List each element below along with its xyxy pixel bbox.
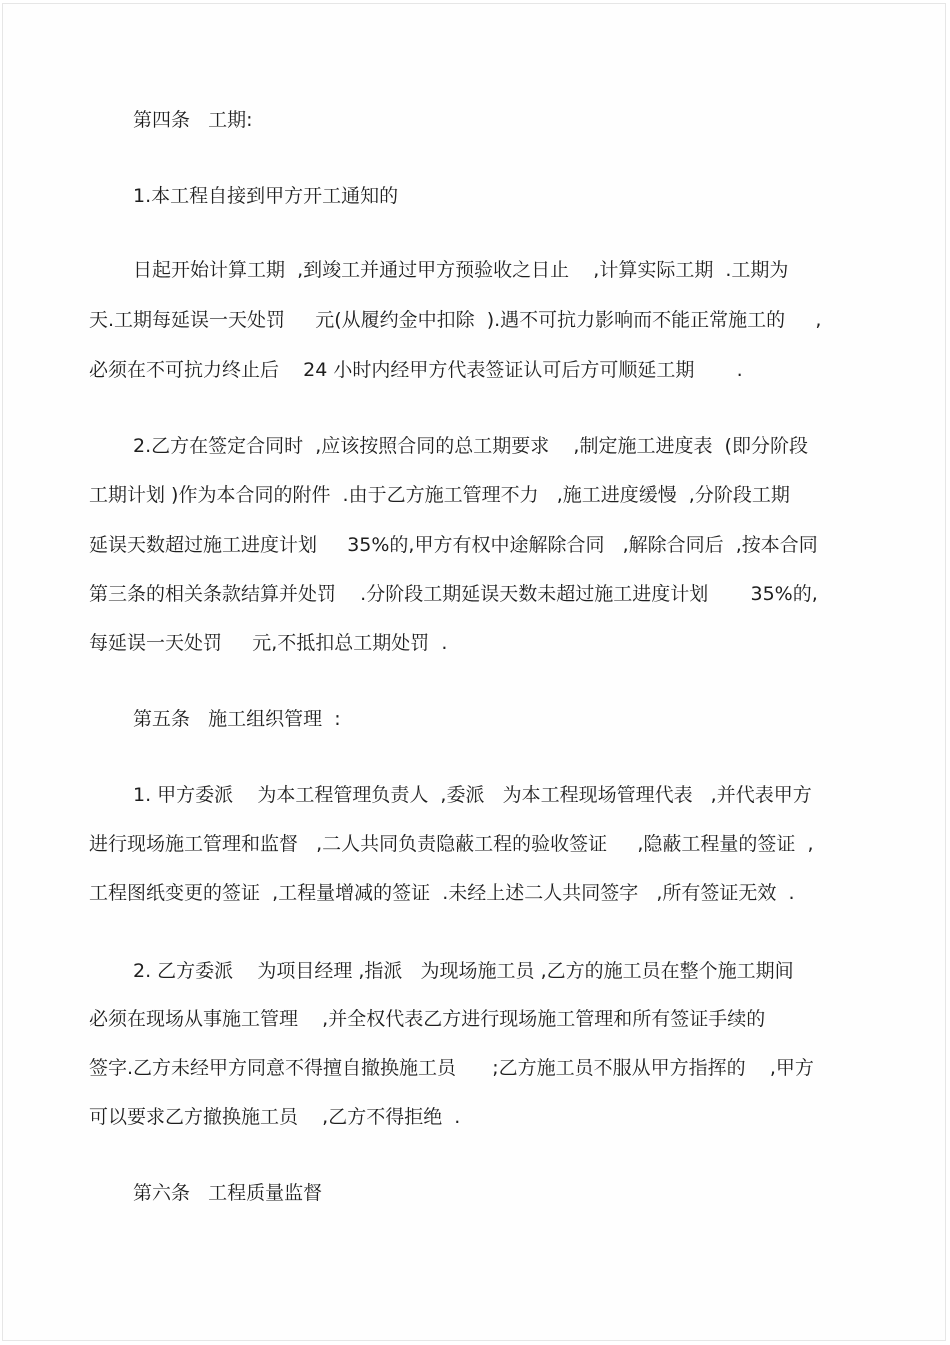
paragraph-line: 第三条的相关条款结算并处罚 .分阶段工期延误天数未超过施工进度计划 35%的, bbox=[89, 583, 818, 605]
paragraph-line: 2. 乙方委派 为项目经理 ,指派 为现场施工员 ,乙方的施工员在整个施工期间 bbox=[133, 960, 794, 982]
paragraph-line: 必须在现场从事施工管理 ,并全权代表乙方进行现场施工管理和所有签证手续的 bbox=[89, 1008, 766, 1030]
paragraph-line: 可以要求乙方撤换施工员 ,乙方不得拒绝 . bbox=[89, 1106, 461, 1128]
paragraph-line: 日起开始计算工期 ,到竣工并通过甲方预验收之日止 ,计算实际工期 .工期为 bbox=[133, 259, 789, 281]
paragraph-line: 每延误一天处罚 元,不抵扣总工期处罚 . bbox=[89, 632, 448, 654]
paragraph-line: 进行现场施工管理和监督 ,二人共同负责隐蔽工程的验收签证 ,隐蔽工程量的签证 , bbox=[89, 833, 814, 855]
document-page bbox=[2, 3, 946, 1341]
article-4-heading: 第四条 工期: bbox=[133, 109, 253, 131]
paragraph-line: 工期计划 )作为本合同的附件 .由于乙方施工管理不力 ,施工进度缓慢 ,分阶段工期 bbox=[89, 484, 790, 506]
paragraph-line: 天.工期每延误一天处罚 元(从履约金中扣除 ).遇不可抗力影响而不能正常施工的 , bbox=[89, 309, 822, 331]
paragraph-line: 1. 甲方委派 为本工程管理负责人 ,委派 为本工程现场管理代表 ,并代表甲方 bbox=[133, 784, 812, 806]
article-5-heading: 第五条 施工组织管理 : bbox=[133, 708, 341, 730]
paragraph-line: 工程图纸变更的签证 ,工程量增减的签证 .未经上述二人共同签字 ,所有签证无效 . bbox=[89, 882, 795, 904]
paragraph-line: 延误天数超过施工进度计划 35%的,甲方有权中途解除合同 ,解除合同后 ,按本合同 bbox=[89, 534, 818, 556]
paragraph-line: 签字.乙方未经甲方同意不得擅自撤换施工员 ;乙方施工员不服从甲方指挥的 ,甲方 bbox=[89, 1057, 814, 1079]
paragraph-line: 2.乙方在签定合同时 ,应该按照合同的总工期要求 ,制定施工进度表 (即分阶段 bbox=[133, 435, 808, 457]
article-6-heading: 第六条 工程质量监督 bbox=[133, 1182, 323, 1204]
paragraph-line: 必须在不可抗力终止后 24 小时内经甲方代表签证认可后方可顺延工期 . bbox=[89, 359, 743, 381]
paragraph-line: 1.本工程自接到甲方开工通知的 bbox=[133, 185, 399, 207]
